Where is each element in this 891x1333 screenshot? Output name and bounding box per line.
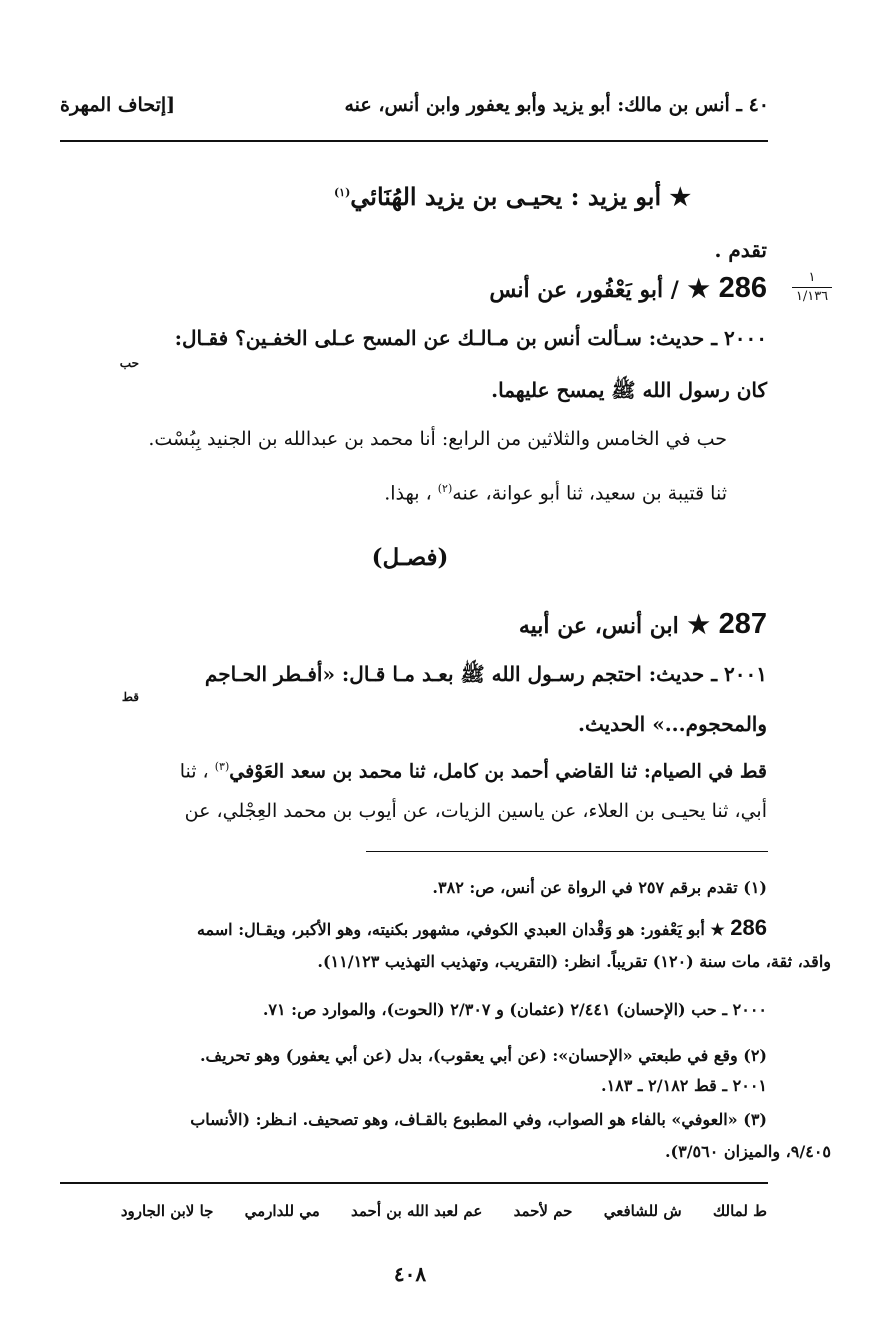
siglum-ibn-jarud: جا لابن الجارود — [120, 1202, 214, 1220]
sigla-legend — [95, 1202, 767, 1220]
margin-volume-ref — [792, 270, 832, 305]
hadith-2001-line2: والمحجوم...» الحديث. — [578, 712, 767, 736]
margin-ref-top: ١ — [808, 270, 816, 285]
entry-heading-text: ابن أنس، عن أبيه — [518, 613, 679, 639]
running-header-title: ٤٠ ـ أنس بن مالك: أبو يزيد وأبو يعفور وابن أنس، عنه — [344, 94, 769, 116]
entry-287 — [519, 608, 767, 641]
entry-286 — [489, 272, 767, 305]
entry-heading-text: أبو يزيد : يحيـى بن يزيد الهُنَائي — [350, 182, 662, 211]
footnote-ref: (٢) — [437, 482, 453, 495]
entry-abu-yazid — [334, 182, 691, 211]
star-icon: ★ — [687, 610, 710, 639]
footnote-2000: ٢٠٠٠ ـ حب (الإحسان) ٢/٤٤١ (عثمان) و ٢/٣٠٧ (الحوت)، والموارد ص: ٧١. — [262, 1000, 767, 1019]
isnad-2000-line1: حب في الخامس والثلاثين من الرابع: أنا محمد بن عبدالله بن الجنيد بِبُسْت. — [148, 428, 727, 450]
siglum-malik: ط لمالك — [712, 1202, 767, 1220]
isnad-text: ثنا قتيبة بن سعيد، ثنا أبو عوانة، عنه — [452, 482, 727, 505]
source-mark: حب — [119, 356, 139, 370]
entry-heading-text: / أبو يَعْفُور، عن أنس — [489, 277, 679, 303]
entry-number: 286 — [718, 272, 767, 304]
footnote-286-line1 — [67, 912, 767, 946]
hadith-2001-line1: ٢٠٠١ ـ حديث: احتجم رسـول الله ﷺ بعـد مـا قـال: «أفـطر الحـاجم — [204, 662, 767, 686]
margin-ref-bottom: ١/١٣٦ — [795, 289, 829, 304]
isnad-text-end: ، ثنا — [179, 760, 209, 783]
entry-number: 287 — [718, 608, 767, 640]
footnote-286-line2: واقد، ثقة، مات سنة (١٢٠) تقريباً. انظر: (التقريب، وتهذيب التهذيب ١١/١٢٣). — [317, 952, 831, 971]
siglum-ahmad: حم لأحمد — [513, 1202, 573, 1220]
siglum-abdullah: عم لعبد الله بن أحمد — [351, 1202, 483, 1220]
footer-divider — [60, 1182, 768, 1184]
margin-ref-bar — [792, 287, 832, 288]
footnote-text: ★ أبو يَعْفور: هو وَقْدان العبدي الكوفي، مشهور بكنيته، وهو الأكبر، ويقـال: اسمه — [196, 920, 725, 939]
siglum-shafii: ش للشافعي — [603, 1202, 682, 1220]
footnote-ref: (٣) — [214, 760, 230, 773]
taqaddam-note: تقدم . — [714, 238, 767, 262]
page-number: ٤٠٨ — [393, 1262, 427, 1286]
hadith-2000-line2: كان رسول الله ﷺ يمسح عليهما. — [491, 378, 767, 402]
source-mark: قط — [121, 690, 139, 704]
footnote-1: (١) تقدم برقم ٢٥٧ في الرواة عن أنس، ص: ٣٨٢. — [432, 878, 767, 897]
footnote-3-line2: ٩/٤٠٥، والميزان ٣/٥٦٠). — [664, 1142, 831, 1161]
footnote-2: (٢) وقع في طبعتي «الإحسان»: (عن أبي يعقوب)، بدل (عن أبي يعفور) وهو تحريف. — [199, 1046, 767, 1065]
isnad-2000-line2 — [384, 482, 727, 504]
running-header-book: [إتحاف المهرة — [60, 94, 176, 116]
isnad-text: قط في الصيام: ثنا القاضي أحمد بن كامل، ثنا محمد بن سعد العَوْفي — [229, 760, 767, 783]
star-icon: ★ — [687, 274, 710, 303]
section-heading-fasl: (فصـل) — [371, 544, 449, 571]
isnad-text-end: ، بهذا. — [384, 482, 432, 505]
footnote-divider — [366, 851, 768, 852]
footnote-entry-number: 286 — [730, 915, 767, 940]
footnote-3-line1: (٣) «العوفي» بالفاء هو الصواب، وفي المطبوع بالقـاف، وهو تصحيف. انـظر: (الأنساب — [190, 1110, 767, 1129]
star-icon: ★ — [669, 182, 691, 211]
isnad-2001-line1 — [117, 760, 767, 782]
footnote-ref: (١) — [333, 186, 351, 199]
isnad-2001-line2: أبي، ثنا يحيـى بن العلاء، عن ياسين الزيات، عن أيوب بن محمد العِجْلي، عن — [184, 800, 767, 822]
siglum-darimi: مي للدارمي — [244, 1202, 320, 1220]
hadith-2000-line1: ٢٠٠٠ ـ حديث: سـألت أنس بن مـالـك عن المسح عـلى الخفـين؟ فقـال: — [174, 326, 767, 350]
header-divider — [60, 140, 768, 142]
footnote-2001: ٢٠٠١ ـ قط ٢/١٨٢ ـ ١٨٣. — [600, 1076, 767, 1095]
